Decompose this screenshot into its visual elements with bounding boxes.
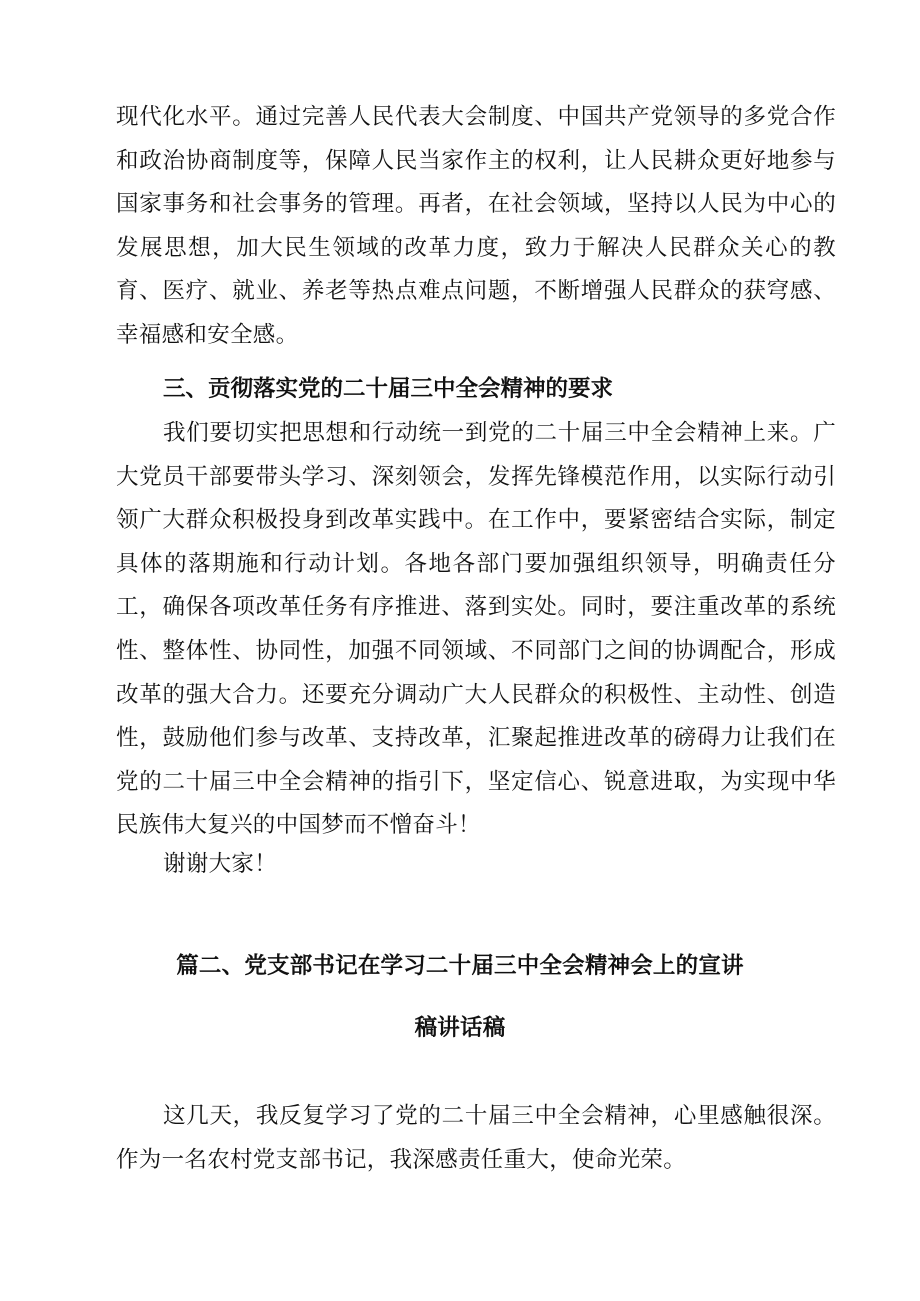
paragraph-intro: 这几天，我反复学习了党的二十届三中全会精神，心里感触很深。作为一名农村党支部书记，我深感责任重大，使命光荣。 <box>116 1103 836 1173</box>
paragraph-continuation: 现代化水平。通过完善人民代表大会制度、中国共产党领导的多党合作和政治协商制度等，保障人民当家作主的权利，让人民耕众更好地参与国家事务和社会事务的管理。再者，在社会领域，坚持以人民为中心的发展思想，加大民生领域的改革力度，致力于解决人民群众关心的教育、医疗、就业、养老等热点难点问题，不断增强人民群众的获穹感、幸福感和安全感。 <box>116 104 836 348</box>
article-title-line2: 稿讲话稿 <box>414 1015 506 1041</box>
section-heading: 三、贡彻落实党的二十届三中全会精神的要求 <box>163 376 614 402</box>
paragraph-requirements: 我们要切实把思想和行动统一到党的二十届三中全会精神上来。广大党员干部要带头学习、深刻领会，发挥先锋模范作用，以实际行动引领广大群众积极投身到改革实践中。在工作中，要紧密结合实际，制定具体的落期施和行动计划。各地各部门要加强组织领导，明确责任分工，确保各项改革任务有序推进、落到实处。同时，要注重改革的系统性、整体性、协同性，加强不同领域、不同部门之间的协调配合，形成改革的强大合力。还要充分调动广大人民群众的积极性、主动性、创造性，鼓励他们参与改革、支持改革，汇聚起推进改革的磅碍力让我们在党的二十届三中全会精神的指引下，坚定信心、锐意进取，为实现中华民族伟大复兴的中国梦而不憎奋斗！ <box>116 420 836 839</box>
article-title-line1: 篇二、党支部书记在学习二十届三中全会精神会上的宣讲 <box>176 953 744 979</box>
paragraph-thanks: 谢谢大家！ <box>163 851 278 877</box>
